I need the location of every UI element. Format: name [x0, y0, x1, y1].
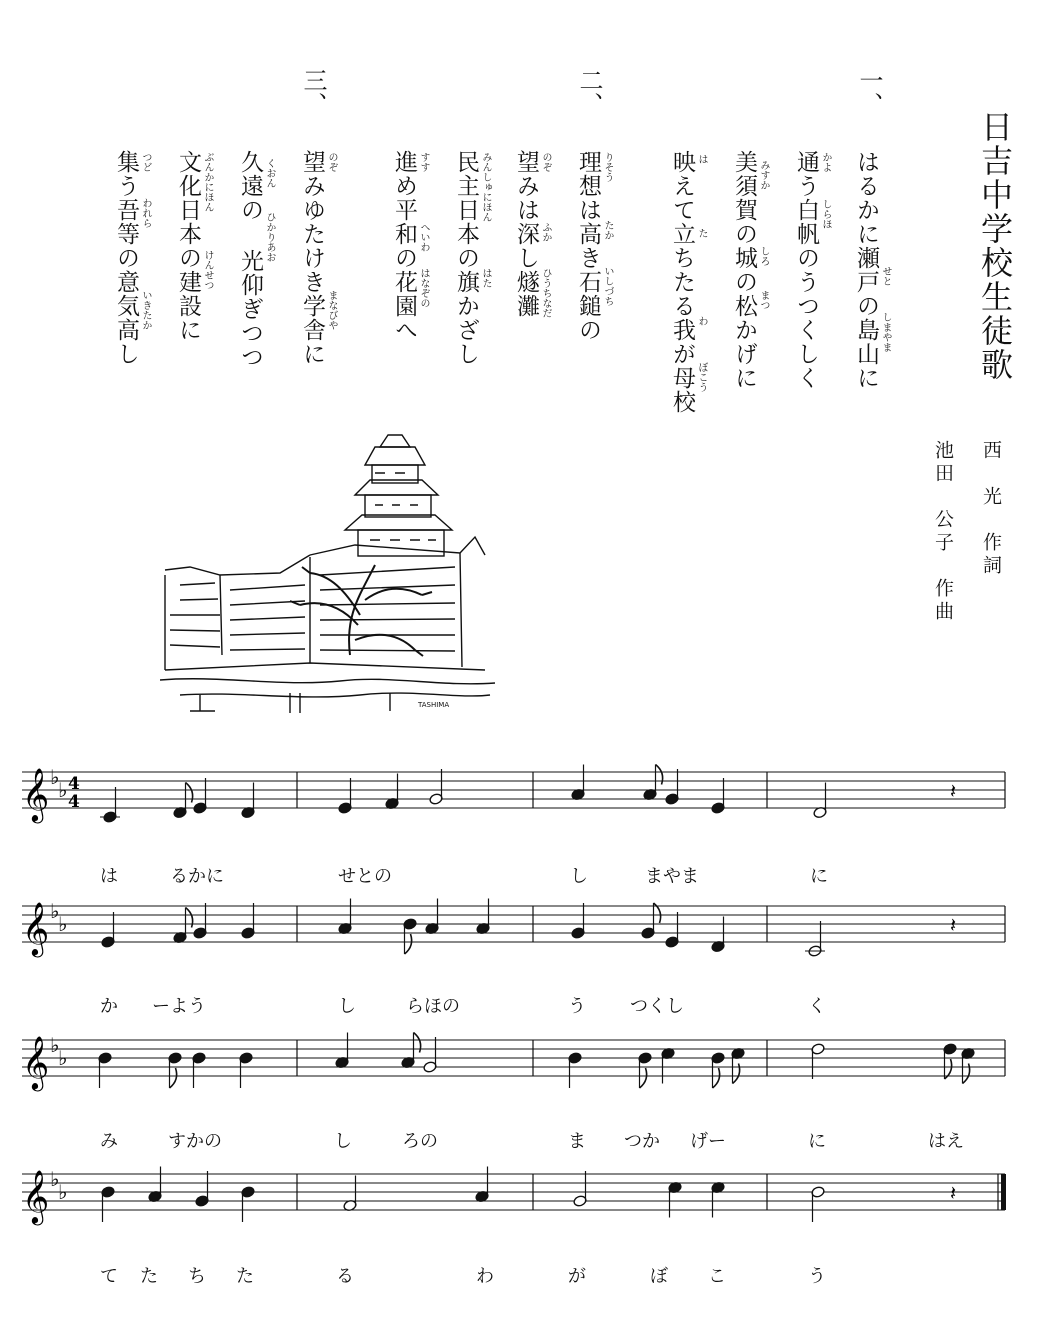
lyric-syllable: つくし: [630, 996, 684, 1017]
lyric-syllable: せとの: [338, 866, 392, 887]
lyric-syllable: ろの: [402, 1131, 438, 1152]
composer-credit: 池田 公子 作曲: [932, 440, 954, 624]
lyricist-credit: 西 光 作詞: [980, 440, 1002, 578]
ruby: けんせつ: [202, 250, 213, 290]
ruby: いきたか: [140, 290, 151, 330]
verse-1-line-3: 美須賀の城の松かげに: [731, 150, 757, 390]
time-signature-bottom: 4: [68, 792, 80, 812]
key-flat: ♭: [50, 765, 60, 789]
ruby: みすか: [758, 160, 769, 190]
lyric-syllable: く: [808, 996, 826, 1017]
ruby: せと: [880, 266, 891, 286]
lyric-syllable: て: [100, 1266, 118, 1287]
verse-2-line-3: 民主日本の旗かざし: [453, 150, 479, 366]
lyric-syllable: ぼ: [650, 1266, 668, 1287]
key-flat: ♭: [58, 912, 68, 936]
ruby: しろ: [758, 246, 769, 266]
ruby: りそう: [602, 152, 613, 182]
ruby: のぞ: [540, 152, 551, 172]
key-flat: ♭: [50, 899, 60, 923]
lyric-syllable: げー: [690, 1131, 726, 1152]
verse-1-line-4: 映えて立ちたる我が母校: [669, 150, 695, 414]
key-flat: ♭: [58, 1046, 68, 1070]
note-flag: [640, 1068, 647, 1088]
lyric-syllable: ま: [568, 1131, 586, 1152]
ruby: ぼこう: [696, 362, 707, 392]
lyric-syllable: が: [568, 1266, 586, 1287]
lyric-syllable: まやま: [645, 866, 699, 887]
ruby: しまやま: [880, 312, 891, 352]
ruby: のぞ: [326, 152, 337, 172]
castle-keep: [345, 435, 452, 556]
verse-3-line-2: 久遠の 光仰ぎつつ: [237, 150, 263, 369]
note-flag: [713, 1068, 720, 1088]
ruby: みんしゅにほん: [480, 152, 491, 222]
lyric-syllable: ち: [188, 1266, 206, 1287]
ruby: すす: [418, 152, 429, 172]
time-signature-top: 4: [68, 774, 80, 794]
verse-1-number: 一、: [855, 68, 883, 116]
lyric-syllable: すかの: [168, 1131, 222, 1152]
lyric-syllable: わ: [476, 1266, 494, 1287]
ruby: はなぞの: [418, 268, 429, 308]
ruby: つど: [140, 152, 151, 172]
treble-clef: 𝄞: [22, 901, 50, 955]
ruby: かよ: [820, 152, 831, 172]
lyric-syllable: た: [140, 1266, 158, 1287]
lyric-syllable: に: [808, 1131, 826, 1152]
ruby: しらほ: [820, 199, 831, 229]
lyric-syllable: か: [100, 996, 118, 1017]
ruby: ぶんかにほん: [202, 152, 213, 212]
ruby: まつ: [758, 290, 769, 310]
key-flat: ♭: [50, 1167, 60, 1191]
ruby: わ: [696, 316, 707, 326]
treble-clef: 𝄞: [22, 767, 50, 821]
key-flat: ♭: [50, 1033, 60, 1057]
ruby: われら: [140, 198, 151, 228]
verse-1-line-2: 通う白帆のうつくしく: [793, 150, 819, 390]
lyric-syllable: た: [236, 1266, 254, 1287]
lyric-syllable: し: [570, 866, 588, 887]
key-flat: ♭: [58, 778, 68, 802]
note-flag: [170, 1068, 177, 1088]
treble-clef: 𝄞: [22, 1169, 50, 1223]
castle-illustration: [160, 425, 495, 725]
lyric-syllable: み: [100, 1131, 118, 1152]
verse-2-number: 二、: [575, 68, 603, 116]
ruby: たか: [602, 220, 613, 240]
lyric-syllable: はえ: [928, 1131, 964, 1152]
ruby: ひかりあお: [264, 212, 275, 262]
verse-3-line-3: 文化日本の建設に: [175, 150, 201, 342]
verse-2-line-2: 望みは深し燧灘: [513, 150, 539, 318]
lyric-syllable: らほの: [406, 996, 460, 1017]
verse-2-line-4: 進め平和の花園へ: [391, 150, 417, 342]
lyric-syllable: は: [100, 866, 118, 887]
lyric-syllable: に: [810, 866, 828, 887]
ruby: は: [696, 154, 707, 164]
verse-1-line-1: はるかに瀬戸の島山に: [853, 150, 879, 390]
artist-signature: TASHIMA: [418, 701, 450, 709]
verse-3-line-1: 望みゆたけき学舎に: [299, 150, 325, 366]
ruby: まなびや: [326, 290, 337, 330]
lyric-syllable: う: [808, 1266, 826, 1287]
note-flag: [405, 934, 412, 954]
ruby: た: [696, 228, 707, 238]
ruby: ひうちなだ: [540, 268, 551, 318]
verse-3-number: 三、: [299, 68, 327, 116]
lyric-syllable: し: [338, 996, 356, 1017]
quarter-rest: 𝄽: [950, 1181, 957, 1205]
music-score: [0, 760, 1056, 1320]
lyric-syllable: つか: [624, 1131, 660, 1152]
quarter-rest: 𝄽: [950, 779, 957, 803]
lyric-syllable: う: [568, 996, 586, 1017]
lyric-syllable: こ: [708, 1266, 726, 1287]
final-barline-thick: [1001, 1174, 1006, 1210]
pine-tree: [290, 565, 432, 656]
key-flat: ♭: [58, 1180, 68, 1204]
ruby: へいわ: [418, 222, 429, 252]
lyric-syllable: ーよう: [152, 996, 206, 1017]
ruby: はた: [480, 268, 491, 288]
lyric-syllable: るかに: [170, 866, 224, 887]
song-title: 日吉中学校生徒歌: [976, 110, 1014, 382]
verse-3-line-4: 集う吾等の意気高し: [113, 150, 139, 366]
ruby: くおん: [264, 158, 275, 188]
treble-clef: 𝄞: [22, 1035, 50, 1089]
lyric-syllable: し: [334, 1131, 352, 1152]
ruby: ふか: [540, 222, 551, 242]
ruby: いしづち: [602, 266, 613, 306]
quarter-rest: 𝄽: [950, 913, 957, 937]
verse-2-line-1: 理想は高き石鎚の: [575, 150, 601, 342]
lyric-syllable: る: [336, 1266, 354, 1287]
